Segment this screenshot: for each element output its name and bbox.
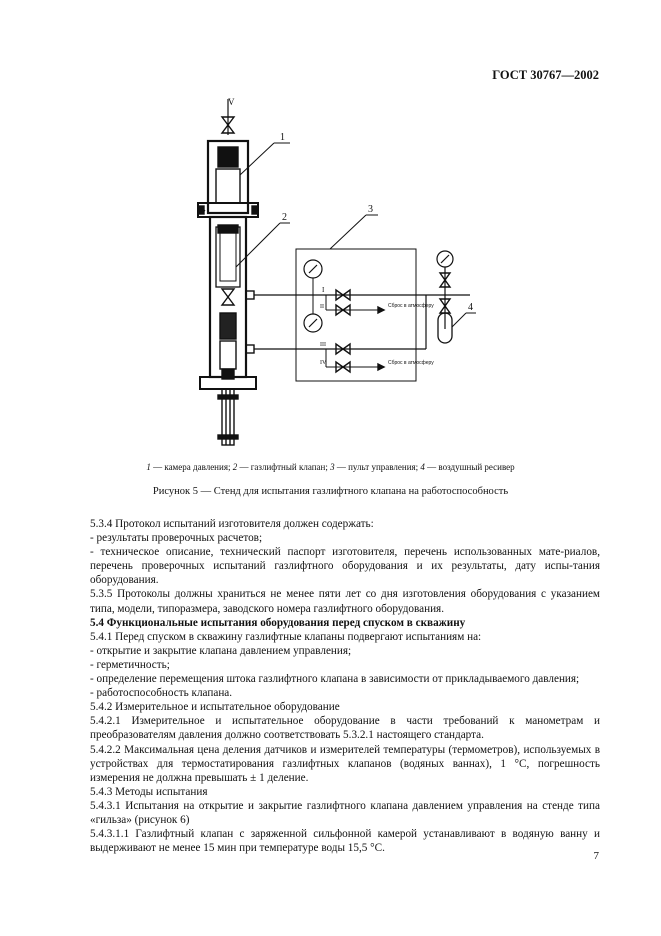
paragraph: 5.4.2.1 Измерительное и испытательное оборудование в части требований к манометрам и преобразователям давления должно соответствовать 5.3.2.1 настоящего стандарта.: [90, 715, 600, 742]
list-item: - результаты проверочных расчетов;: [90, 532, 263, 545]
test-stand-diagram: [170, 95, 530, 455]
label-1: 1: [280, 132, 285, 143]
document-header: ГОСТ 30767—2002: [492, 68, 599, 82]
list-item: - определение перемещения штока газлифтного клапана в зависимости от прикладываемого давления;: [90, 673, 580, 686]
list-item: - техническое описание, технический паспорт изготовителя, перечень использованных мате-риалов, перечень проверочных испытаний газлифтного оборудования и их результаты, дату испы-тания оборудования.: [90, 546, 600, 587]
figure-legend: 1 — камера давления; 2 — газлифтный клапан; 3 — пульт управления; 4 — воздушный ресивер: [146, 462, 515, 472]
row-label-1: I: [322, 286, 325, 294]
paragraph: 5.4.3.1.1 Газлифтный клапан с заряженной сильфонной камерой устанавливают в водяную ванну и выдерживают не менее 15 мин при температуре воды 15,5 °С.: [90, 828, 600, 855]
outlet-2-label: Сброс в атмосферу: [388, 360, 434, 366]
list-item: - герметичность;: [90, 658, 170, 671]
paragraph: 5.4.3.1 Испытания на открытие и закрытие газлифтного клапана давлением управления на стенде типа «гильза» (рисунок 6): [90, 799, 600, 826]
label-4: 4: [468, 302, 473, 313]
section-heading: 5.4 Функциональные испытания оборудования перед спуском в скважину: [90, 616, 466, 629]
label-3: 3: [368, 204, 373, 215]
paragraph: 5.4.2.2 Максимальная цена деления датчиков и измерителей температуры (термометров), используемых в устройствах для термостатирования газлифтных клапанов (водяных ваннах), 1 °С, погрешность измерения не должна превышать ± 1 деление.: [90, 743, 600, 784]
list-item: - открытие и закрытие клапана давлением управления;: [90, 644, 352, 657]
subsection-heading: 5.4.2 Измерительное и испытательное оборудование: [90, 701, 340, 714]
figure-caption: Рисунок 5 — Стенд для испытания газлифтного клапана на работоспособность: [152, 486, 509, 497]
paragraph: 5.4.1 Перед спуском в скважину газлифтные клапаны подвергают испытаниям на:: [90, 630, 482, 643]
row-label-2: II: [320, 304, 324, 310]
label-v: V: [228, 97, 235, 107]
page-number: 7: [593, 850, 599, 862]
list-item: - работоспособность клапана.: [90, 687, 233, 700]
paragraph: 5.3.4 Протокол испытаний изготовителя должен содержать:: [90, 518, 374, 530]
paragraph: 5.3.5 Протоколы должны храниться не менее пяти лет со дня изготовления оборудования с указанием типа, модели, типоразмера, заводского номера газлифтного оборудования.: [90, 588, 600, 615]
document-body: [90, 517, 600, 855]
row-label-4: IV: [320, 360, 327, 366]
outlet-1-label: Сброс в атмосферу: [388, 303, 434, 309]
label-2: 2: [282, 212, 287, 223]
row-label-3: III: [320, 342, 326, 348]
subsection-heading: 5.4.3 Методы испытания: [90, 785, 208, 798]
